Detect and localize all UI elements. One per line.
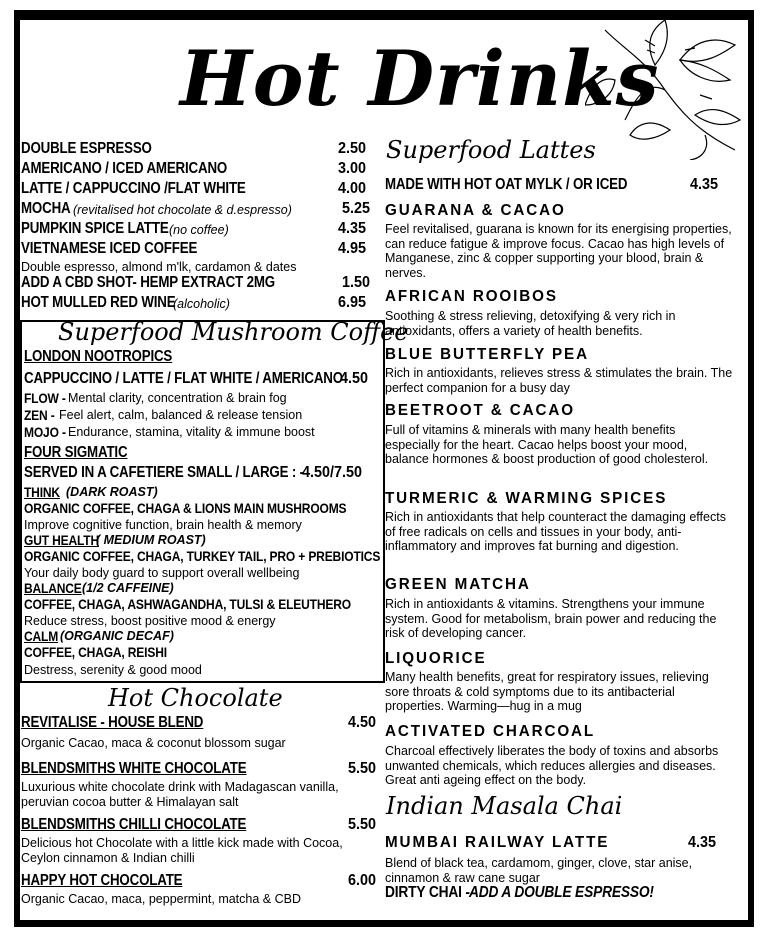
calm-desc: Destress, serenity & good mood: [24, 663, 202, 677]
flow-text: Mental clarity, concentration & brain fog: [68, 391, 287, 405]
pumpkin-note: (no coffee): [169, 223, 229, 237]
item-pumpkin: PUMPKIN SPICE LATTE: [21, 220, 169, 237]
think-label: THINK: [24, 484, 60, 500]
flow-label: FLOW -: [24, 390, 66, 406]
desc-butterfly: Rich in antioxidants, relieves stress & stimulates the brain. The perfect companion for a busy day: [385, 366, 733, 395]
price-americano: 3.00: [338, 160, 367, 177]
item-mocha-row: [21, 200, 292, 218]
dirty-chai-text: ADD A DOUBLE ESPRESSO!: [469, 884, 654, 901]
item-double-espresso: DOUBLE ESPRESSO: [21, 140, 152, 157]
item-latte: LATTE / CAPPUCCINO /FLAT WHITE: [21, 180, 246, 197]
hot-chocolate-heading: Hot Chocolate: [108, 684, 283, 712]
four-line: SERVED IN A CAFETIERE SMALL / LARGE : -: [24, 464, 304, 481]
think-ingredients: ORGANIC COFFEE, CHAGA & LIONS MAIN MUSHROOMS: [24, 500, 347, 516]
gut-ingredients: ORGANIC COFFEE, CHAGA, TURKEY TAIL, PRO + PREBIOTICS: [24, 548, 381, 564]
desc-beetroot: Full of vitamins & minerals with many health benefits especially for the heart. Cacao helps boost your mood, balance hormones & boost production of good cholesterol.: [385, 423, 709, 466]
desc-chilli: Delicious hot Chocolate with a little kick made with Cocoa, Ceylon cinnamon & Indian chilli: [21, 836, 343, 865]
mojo-text: Endurance, stamina, vitality & immune boost: [68, 425, 315, 439]
latte-beetroot: BEETROOT & CACAO: [385, 402, 575, 419]
item-mulled-row: [21, 294, 230, 312]
desc-rooibos: Soothing & stress relieving, detoxifying & very rich in antioxidants, offers a variety of health benefits.: [385, 309, 676, 338]
london-line: CAPPUCCINO / LATTE / FLAT WHITE / AMERICANO: [24, 370, 343, 387]
balance-note: (1/2 CAFFEINE): [82, 581, 174, 595]
page-title: Hot Drinks: [180, 34, 660, 123]
mulled-note: (alcoholic): [173, 297, 230, 311]
gut-label: GUT HEALTH: [24, 532, 99, 548]
choc-chilli: BLENDSMITHS CHILLI CHOCOLATE: [21, 816, 247, 833]
lily-flower-illustration: [585, 20, 748, 160]
latte-liquorice: LIQUORICE: [385, 650, 487, 667]
mojo-label: MOJO -: [24, 424, 66, 440]
desc-guarana: Feel revitalised, guarana is known for its energising properties, can reduce fatigue & improve focus. Cacao has high levels of Manganese, zinc & copper supporting your blood, brain & nerves.: [385, 222, 732, 280]
think-note: (DARK ROAST): [66, 485, 158, 499]
price-happy: 6.00: [348, 872, 377, 889]
dirty-chai-row: [385, 884, 654, 902]
lattes-price: 4.35: [690, 176, 719, 193]
gut-note: ( MEDIUM ROAST): [96, 533, 206, 547]
four-sigmatic: FOUR SIGMATIC: [24, 444, 128, 461]
balance-label: BALANCE: [24, 580, 82, 596]
desc-happy: Organic Cacao, maca, peppermint, matcha & CBD: [21, 892, 301, 906]
item-cbd: ADD A CBD SHOT- HEMP EXTRACT 2MG: [21, 274, 275, 291]
lattes-heading: Superfood Lattes: [386, 136, 596, 164]
menu-sheet: [20, 20, 748, 920]
lattes-base: MADE WITH HOT OAT MYLK / OR ICED: [385, 176, 628, 193]
latte-charcoal: ACTIVATED CHARCOAL: [385, 723, 596, 740]
desc-charcoal: Charcoal effectively liberates the body of toxins and absorbs unwanted chemicals, which reduces allergies and diseases. Great anti ageing effect on the body.: [385, 744, 719, 787]
mushroom-heading: Superfood Mushroom Coffee: [58, 318, 409, 346]
choc-revitalise: REVITALISE - HOUSE BLEND: [21, 714, 204, 731]
price-chilli: 5.50: [348, 816, 377, 833]
zen-row: [24, 407, 303, 425]
price-mocha: 5.25: [342, 200, 371, 217]
chai-desc: Blend of black tea, cardamom, ginger, clove, star anise, cinnamon & raw cane sugar: [385, 856, 693, 885]
desc-revitalise: Organic Cacao, maca & coconut blossom sugar: [21, 736, 286, 750]
chai-heading: Indian Masala Chai: [386, 792, 623, 820]
latte-matcha: GREEN MATCHA: [385, 576, 531, 593]
item-vietnamese: VIETNAMESE ICED COFFEE: [21, 240, 198, 257]
calm-note: (ORGANIC DECAF): [60, 629, 174, 643]
item-mocha: MOCHA: [21, 200, 71, 217]
four-price: 4.50/7.50: [302, 464, 363, 481]
price-revitalise: 4.50: [348, 714, 377, 731]
london-price: 4.50: [340, 370, 369, 387]
desc-white: Luxurious white chocolate drink with Madagascan vanilla, peruvian cocoa butter & Himalayan salt: [21, 780, 339, 809]
latte-rooibos: AFRICAN ROOIBOS: [385, 288, 558, 305]
zen-label: ZEN -: [24, 407, 55, 423]
latte-turmeric: TURMERIC & WARMING SPICES: [385, 490, 668, 507]
latte-guarana: GUARANA & CACAO: [385, 202, 566, 219]
mojo-row: [24, 424, 315, 442]
balance-ingredients: COFFEE, CHAGA, ASHWAGANDHA, TULSI & ELEUTHERO: [24, 596, 351, 612]
gut-desc: Your daily body guard to support overall wellbeing: [24, 566, 300, 580]
price-cbd: 1.50: [342, 274, 371, 291]
zen-text: Feel alert, calm, balanced & release tension: [59, 408, 303, 422]
price-white: 5.50: [348, 760, 377, 777]
desc-turmeric: Rich in antioxidants that help counteract the damaging effects of free radicals on cells and tissues in your body, anti-inflammatory and improves fat burning and digestion.: [385, 510, 726, 553]
latte-butterfly: BLUE BUTTERFLY PEA: [385, 346, 589, 363]
price-latte: 4.00: [338, 180, 367, 197]
item-pumpkin-row: [21, 220, 229, 238]
flow-row: [24, 390, 287, 408]
price-vietnamese: 4.95: [338, 240, 367, 257]
chai-price: 4.35: [688, 834, 717, 851]
price-mulled: 6.95: [338, 294, 367, 311]
chai-mumbai: MUMBAI RAILWAY LATTE: [385, 834, 610, 851]
price-pumpkin: 4.35: [338, 220, 367, 237]
choc-white: BLENDSMITHS WHITE CHOCOLATE: [21, 760, 247, 777]
mocha-note: (revitalised hot chocolate & d.espresso): [73, 203, 292, 217]
dirty-chai-label: DIRTY CHAI -: [385, 884, 470, 901]
desc-liquorice: Many health benefits, great for respiratory issues, relieving sore throats & cold symptoms due to its antibacterial properties. Warming—hug in a mug: [385, 670, 709, 713]
vietnamese-desc: Double espresso, almond m'lk, cardamon & dates: [21, 260, 297, 274]
item-americano: AMERICANO / ICED AMERICANO: [21, 160, 228, 177]
calm-ingredients: COFFEE, CHAGA, REISHI: [24, 644, 167, 660]
desc-matcha: Rich in antioxidants & vitamins. Strengthens your immune system. Good for metabolism, brain power and reducing the risk of developing cancer.: [385, 597, 717, 640]
calm-label: CALM: [24, 628, 59, 644]
choc-happy: HAPPY HOT CHOCOLATE: [21, 872, 183, 889]
think-desc: Improve cognitive function, brain health & memory: [24, 518, 302, 532]
item-mulled: HOT MULLED RED WINE: [21, 294, 176, 311]
balance-desc: Reduce stress, boost positive mood & energy: [24, 614, 276, 628]
london-nootropics: LONDON NOOTROPICS: [24, 348, 173, 365]
price-double-espresso: 2.50: [338, 140, 367, 157]
